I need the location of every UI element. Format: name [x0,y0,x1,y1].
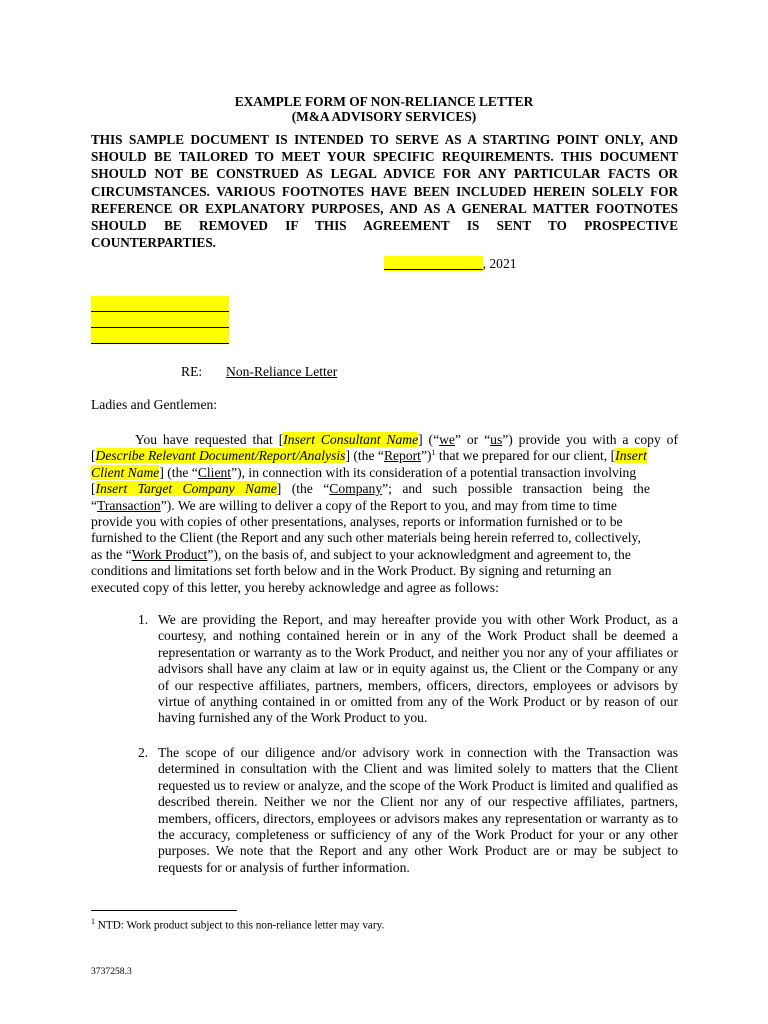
footnote-text: NTD: Work product subject to this non-reliance letter may vary. [95,919,385,932]
defined-term-transaction: Transaction [97,497,161,513]
intro-text: ”), on the basis of, and subject to your acknowledgment and agreement to, the [207,546,631,562]
intro-line: conditions and limitations set forth below and in the Work Product. By signing and returning an [91,563,612,579]
defined-term-report: Report [383,448,421,464]
intro-text: as the “ [91,546,132,562]
list-text: The scope of our diligence and/or advisory work in connection with the Transaction was determined in consultation with the Client and was limited solely to matters that the Client requested us to review or analyze, and the scope of the Work Product is limited and qualified as described therein. Neither we nor the Client nor any of our respective affiliates, partners, members, officers, directors, employees or advisors makes any representation or warranty as to the accuracy, completeness or sufficiency of any of the Work Product for your or any other purposes. We note that the Report and any other Work Product are or may be subject to requests for or analysis of further information. [158,745,678,875]
placeholder-client-name: Client Name [91,464,160,480]
intro-text: ”). We are willing to deliver a copy of the Report to you, and may from time to time [160,497,617,513]
intro-text: that we prepared for our client, [ [435,448,616,464]
placeholder-consultant-name: Insert Consultant Name [283,432,419,447]
intro-text: ] (the “ [345,448,384,464]
intro-line [91,465,678,481]
salutation: Ladies and Gentlemen: [91,397,218,412]
address-line-2 [91,312,229,328]
defined-term-we: we [439,432,455,447]
title-line-1: EXAMPLE FORM OF NON-RELIANCE LETTER [234,94,534,109]
re-subject: Non-Reliance Letter [226,364,338,379]
footnote-reference[interactable]: 1 [431,448,436,458]
intro-text: You have requested that [ [135,432,284,447]
intro-text: ] (“ [418,432,440,447]
document-title [0,95,768,124]
intro-text: ”) provide you with a copy of [502,432,678,447]
intro-line: executed copy of this letter, you hereby acknowledge and agree as follows: [91,579,499,595]
intro-text: [ [91,448,96,464]
placeholder-document: Describe Relevant Document/Report/Analysis [95,448,346,464]
intro-line [91,448,678,464]
intro-text: ”; and such possible transaction being the [382,481,650,497]
intro-line: furnished to the Client (the Report and any such other materials being herein referred to, collectively, [91,530,641,546]
intro-text: ”) [420,448,432,464]
footnote [91,915,384,933]
intro-paragraph [91,432,678,596]
date-blank: ____________ __ [384,256,483,271]
defined-term-us: us [490,432,503,447]
intro-text: “ [91,497,98,513]
date-line [384,256,517,272]
defined-term-client: Client [197,464,232,480]
list-number: 2. [138,745,149,760]
list-number: 1. [138,612,149,627]
placeholder-target-company: Insert Target Company Name [95,481,277,497]
date-year: , 2021 [482,256,517,271]
list-text: We are providing the Report, and may hereafter provide you with other Work Product, as a courtesy, and nothing contained herein or in any of the Work Product shall be deemed a representation or warranty as to the Work Product, and neither you nor any of your affiliates or advisors shall have any claim at law or in equity against us, the Client or the Company or any of our respective affiliates, partners, members, officers, directors, employees or advisors by virtue of anything contained in or omitted from any of the Work Product or by reason of our having furnished any of the Work Product to you. [158,612,678,726]
document-id: 3737258.3 [91,966,132,977]
intro-line [91,547,678,563]
intro-line: provide you with copies of other presentations, analyses, reports or information furnished or to be [91,513,623,529]
address-line-1 [91,296,229,312]
footnote-marker: 1 [91,917,95,926]
intro-text: ] (the “ [276,481,330,497]
address-line-3 [91,328,229,344]
disclaimer-paragraph: THIS SAMPLE DOCUMENT IS INTENDED TO SERVE AS A STARTING POINT ONLY, AND SHOULD BE TAILORED TO MEET YOUR SPECIFIC REQUIREMENTS. THIS DOCUMENT SHOULD NOT BE CONSTRUED AS LEGAL ADVICE FOR ANY PARTICULAR FACTS OR CIRCUMSTANCES. VARIOUS FOOTNOTES HAVE BEEN INCLUDED HEREIN SOLELY FOR REFERENCE OR EXPLANATORY PURPOSES, AND AS A GENERAL MATTER FOOTNOTES SHOULD BE REMOVED IF THIS AGREEMENT IS SENT TO PROSPECTIVE COUNTERPARTIES. [91,132,678,251]
title-line-2: (M&A ADVISORY SERVICES) [291,108,477,124]
intro-text: ] (the “ [159,464,198,480]
intro-line [91,432,678,448]
footnote-separator [91,910,237,911]
intro-text: ”), in connection with its consideration of a potential transaction involving [231,464,637,480]
intro-text: [ [91,481,96,497]
defined-term-work-product: Work Product [131,546,208,562]
re-label: RE: [181,364,203,379]
defined-term-company: Company [329,481,383,497]
placeholder-client-name-start: Insert [615,448,647,464]
intro-text: ” or “ [454,432,491,447]
intro-line [91,498,678,514]
intro-line [91,481,678,497]
